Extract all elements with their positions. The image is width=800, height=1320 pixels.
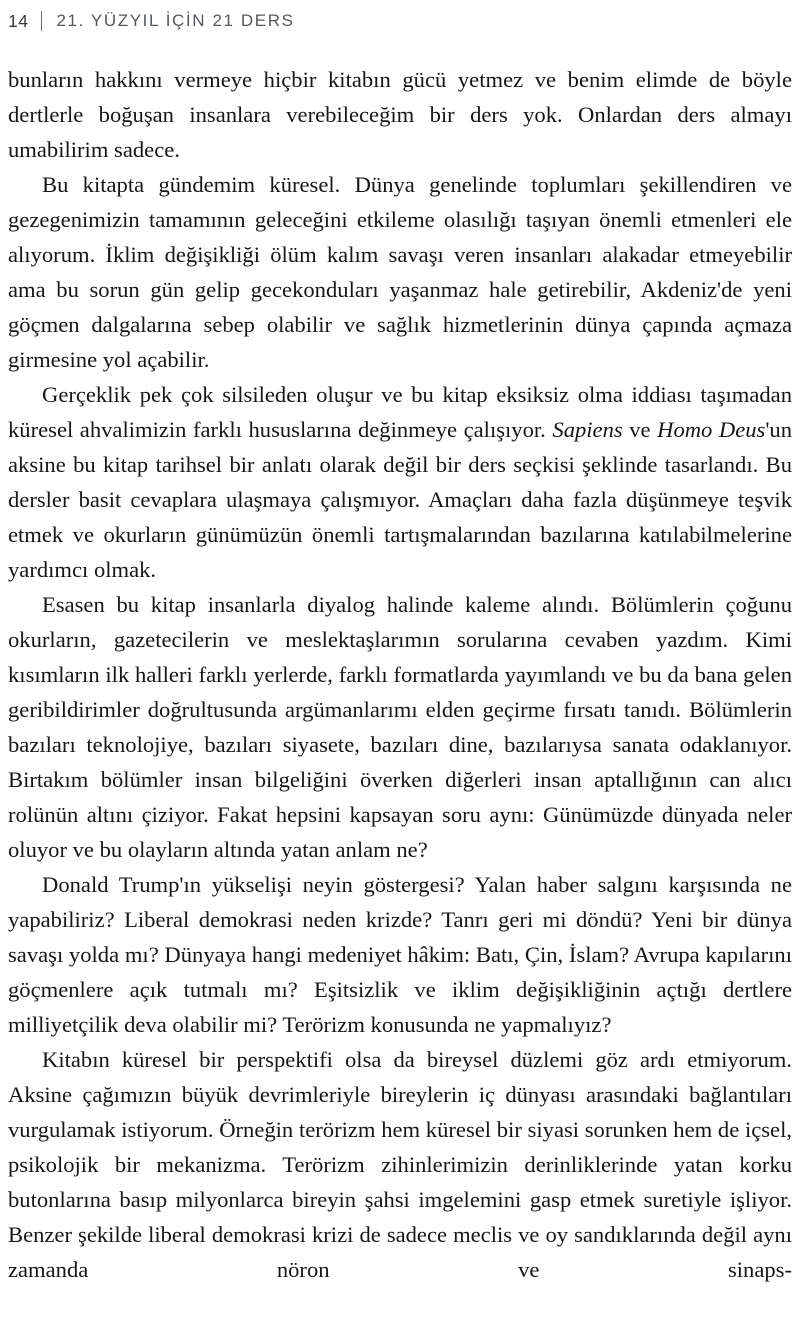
running-head-title: 21. YÜZYIL İÇİN 21 DERS	[56, 11, 295, 30]
paragraph: Donald Trump'ın yükselişi neyin göstergesi? Yalan haber salgını karşısında ne yapabiliriz? Liberal demokrasi neden krizde? Tanrı geri mi döndü? Yeni bir dünya savaşı yolda mı? Dünyaya hangi medeniyet hâkim: Batı, Çin, İslam? Avrupa kapılarını göçmenlere açık tutmalı mı? Eşitsizlik ve iklim değişikliğinin açtığı dertlere milliyetçilik deva olabilir mi? Terörizm konusunda ne yapmalıyız?	[8, 872, 792, 1037]
running-head	[8, 8, 790, 34]
running-head-divider	[41, 11, 42, 31]
paragraph: Kitabın küresel bir perspektifi olsa da bireysel düzlemi göz ardı etmiyorum. Aksine çağımızın büyük devrimleriyle bireylerin iç dünyası arasındaki bağlantıları vurgulamak istiyorum. Örneğin terörizm hem küresel bir siyasi sorunken hem de içsel, psikolojik bir mekanizma. Terörizm zihinlerimizin derinliklerinde yatan korku butonlarına basıp milyonlarca bireyin şahsi imgelemini gasp etmek suretiyle işliyor. Benzer şekilde liberal demokrasi krizi de sadece meclis ve oy sandıklarında değil aynı zamanda nöron ve sinaps-	[8, 1047, 792, 1282]
paragraph: Esasen bu kitap insanlarla diyalog halinde kaleme alındı. Bölümlerin çoğunu okurların, gazetecilerin ve meslektaşlarımın sorularına cevaben yazdım. Kimi kısımların ilk halleri farklı yerlerde, farklı formatlarda yayımlandı ve bu da bana gelen geribildirimler doğrultusunda argümanlarımı elden geçirme fırsatı tanıdı. Bölümlerin bazıları teknolojiye, bazıları siyasete, bazıları dine, bazılarıysa sanata odaklanıyor. Birtakım bölümler insan bilgeliğini överken diğerleri insan aptallığının can alıcı rolünün altını çiziyor. Fakat hepsini kapsayan soru aynı: Günümüzde dünyada neler oluyor ve bu olayların altında yatan anlam ne?	[8, 592, 792, 862]
page-folio-number: 14	[8, 10, 29, 31]
italic-title: Sapiens	[552, 417, 623, 442]
body-text-block	[8, 62, 792, 1287]
italic-title: Homo Deus	[657, 417, 766, 442]
paragraph: bunların hakkını vermeye hiçbir kitabın gücü yetmez ve benim elimde de böyle dertlerle boğuşan insanlara verebileceğim bir ders yok. Onlardan ders almayı umabilirim sadece.	[8, 67, 792, 162]
paragraph: Bu kitapta gündemim küresel. Dünya genelinde toplumları şekillendiren ve gezegenimizin tamamının geleceğini etkileme olasılığı taşıyan önemli etmenleri ele alıyorum. İklim değişikliği ölüm kalım savaşı veren insanları alakadar etmeyebilir ama bu sorun gün gelip gecekonduları yaşanmaz hale getirebilir, Akdeniz'de yeni göçmen dalgalarına sebep olabilir ve sağlık hizmetlerinin dünya çapında açmaza girmesine yol açabilir.	[8, 172, 792, 372]
paragraph: Gerçeklik pek çok silsileden oluşur ve bu kitap eksiksiz olma iddiası taşımadan küresel ahvalimizin farklı hususlarına değinmeye çalışıyor. Sapiens ve Homo Deus'un aksine bu kitap tarihsel bir anlatı olarak değil bir ders seçkisi şeklinde tasarlandı. Bu dersler basit cevaplara ulaşmaya çalışmıyor. Amaçları daha fazla düşünmeye teşvik etmek ve okurların günümüzün önemli tartışmalarından bazılarına katılabilmelerine yardımcı olmak.	[8, 382, 793, 582]
